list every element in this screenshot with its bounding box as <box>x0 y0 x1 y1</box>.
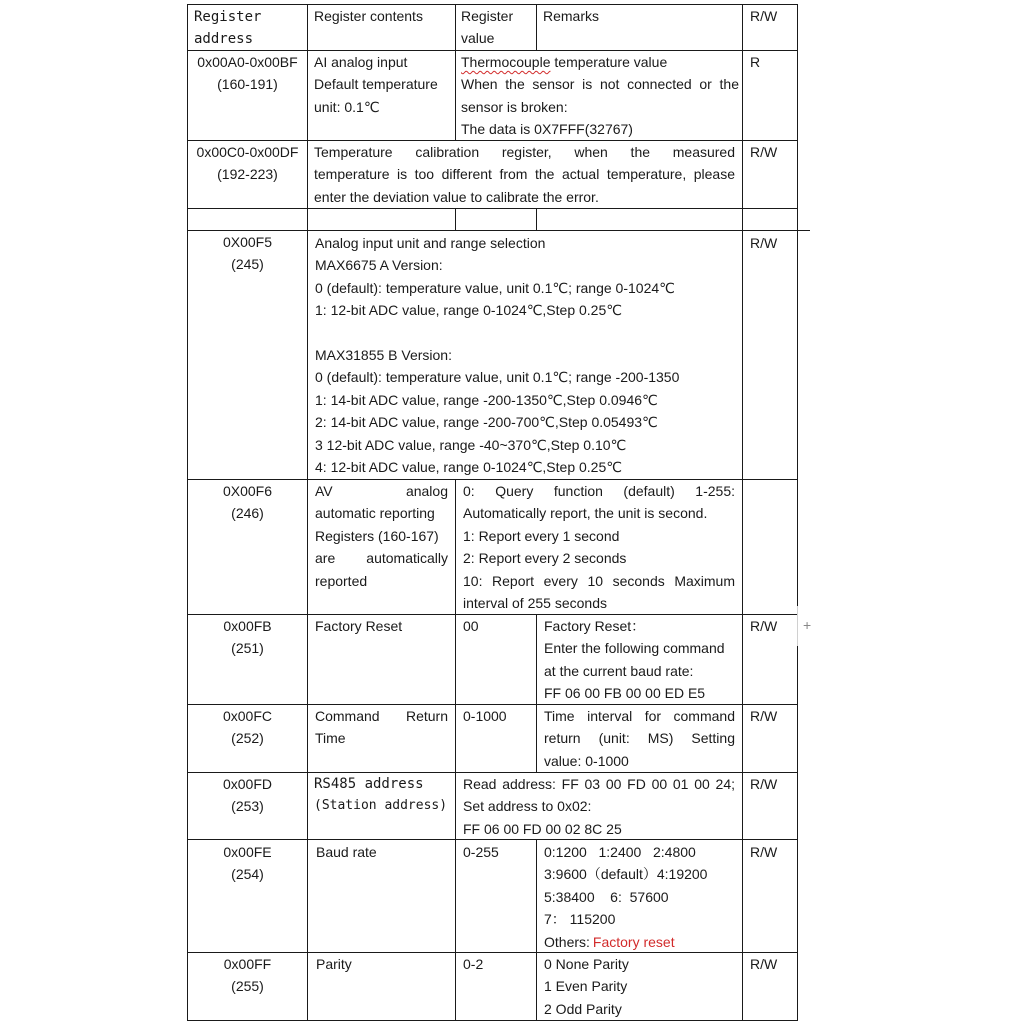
value-line: Set address to 0x02: <box>463 798 592 815</box>
address-dec: (253) <box>231 798 264 815</box>
address-hex: 0x00FF <box>223 956 272 972</box>
remarks-parity <box>544 953 738 1020</box>
header-remarks: Remarks <box>543 8 600 24</box>
header-value-line-2: value <box>461 30 495 47</box>
remarks-line: 3:9600（default）4:19200 <box>544 866 708 883</box>
contents-line: Command Return <box>315 708 448 724</box>
contents-ai-input <box>314 51 454 118</box>
header-rw: R/W <box>750 8 778 24</box>
address-dec: (246) <box>231 505 264 522</box>
address-dec: (192-223) <box>217 166 278 183</box>
contents-line: unit: 0.1℃ <box>314 98 380 115</box>
remarks-command: FF 06 00 FB 00 00 ED E5 <box>544 685 706 702</box>
remarks-line: value: 0-1000 <box>544 752 629 769</box>
contents-auto-report <box>315 480 448 592</box>
value-line: interval of 255 seconds <box>463 595 607 612</box>
contents-range-select <box>315 232 739 478</box>
remarks-line: When the sensor is not connected or the <box>461 76 739 93</box>
address-dec: (245) <box>231 256 264 273</box>
contents-line: Registers (160-167) <box>315 527 439 544</box>
address-hex: 0x00FC <box>222 708 273 724</box>
address-auto-report <box>188 480 307 525</box>
contents-parity: Parity <box>316 956 352 972</box>
contents-line: 1: 14-bit ADC value, range -200-1350℃,Step 0.0946℃ <box>315 391 658 408</box>
value-line: 10: Report every 10 seconds Maximum <box>463 572 735 589</box>
address-dec: (252) <box>231 730 264 747</box>
contents-line: Time <box>315 730 346 747</box>
spellcheck-word: Thermocouple <box>461 54 551 70</box>
rw-cmd-return: R/W <box>750 708 778 724</box>
remarks-line: Enter the following command <box>544 640 725 657</box>
contents-line: Temperature calibration register, when the measured <box>314 144 735 160</box>
rw-rs485: R/W <box>750 776 778 792</box>
remarks-cmd-return <box>544 705 735 772</box>
header-register-address <box>194 6 304 51</box>
rw-ai-input: R <box>750 54 761 70</box>
contents-line: 0 (default): temperature value, unit 0.1℃; range -200-1350 <box>315 369 680 386</box>
contents-line: are automatically <box>315 550 448 567</box>
value-line: 1: Report every 1 second <box>463 527 620 544</box>
remarks-text: temperature value <box>550 54 668 70</box>
header-register-value <box>461 5 533 50</box>
remarks-line: sensor is broken: <box>461 98 568 115</box>
remarks-line: Time interval for command <box>544 708 735 724</box>
rw-calibration: R/W <box>750 144 778 160</box>
plus-icon[interactable]: + <box>803 617 812 633</box>
address-hex: 0x00FB <box>223 618 272 634</box>
address-parity <box>188 953 307 998</box>
contents-calibration <box>314 141 735 208</box>
value-line: 2: Report every 2 seconds <box>463 550 627 567</box>
rw-baud: R/W <box>750 844 778 860</box>
remarks-line <box>461 51 739 73</box>
address-dec: (251) <box>231 640 264 657</box>
remarks-others-line <box>544 931 738 953</box>
address-hex: 0x00FD <box>222 776 273 792</box>
address-hex: 0X00F5 <box>222 234 273 250</box>
contents-line: AV analog <box>315 483 448 499</box>
contents-line: MAX31855 B Version: <box>315 347 452 364</box>
contents-line: 1: 12-bit ADC value, range 0-1024℃,Step 0.25℃ <box>315 302 622 319</box>
rw-parity: R/W <box>750 956 778 972</box>
value-line: 0: Query function (default) 1-255: <box>463 483 735 499</box>
address-hex: 0X00F6 <box>222 483 273 499</box>
address-baud <box>188 841 307 886</box>
contents-line: 2: 14-bit ADC value, range -200-700℃,Step 0.05493℃ <box>315 414 658 431</box>
remarks-line: at the current baud rate: <box>544 662 694 679</box>
address-dec: (160-191) <box>217 76 278 93</box>
contents-line: 3 12-bit ADC value, range -40~370℃,Step 0.10℃ <box>315 436 627 453</box>
contents-line: 4: 12-bit ADC value, range 0-1024℃,Step 0.25℃ <box>315 459 622 476</box>
value-cmd-return: 0-1000 <box>463 708 507 724</box>
rw-range-select: R/W <box>750 235 778 251</box>
contents-line: Analog input unit and range selection <box>315 235 546 251</box>
remarks-factory-reset <box>544 615 736 705</box>
factory-reset-highlight: Factory reset <box>592 933 675 950</box>
remarks-line: 1 Even Parity <box>544 978 628 995</box>
address-hex: 0x00FE <box>223 844 272 860</box>
value-parity: 0-2 <box>463 956 484 972</box>
address-factory-reset <box>188 615 307 660</box>
value-baud: 0-255 <box>463 844 499 860</box>
contents-line: 0 (default): temperature value, unit 0.1℃; range 0-1024℃ <box>315 279 675 296</box>
value-factory-reset: 00 <box>463 618 479 634</box>
remarks-line: 0:1200 1:2400 2:4800 <box>544 844 696 860</box>
address-ai-input <box>188 51 307 96</box>
contents-line: MAX6675 A Version: <box>315 257 443 274</box>
value-line: Read address: FF 03 00 FD 00 01 00 24; <box>463 776 735 792</box>
address-dec: (255) <box>231 978 264 995</box>
address-dec: (254) <box>231 866 264 883</box>
contents-line: reported <box>315 572 368 589</box>
remarks-line: 7： 115200 <box>544 911 616 928</box>
remarks-baud <box>544 841 738 953</box>
remarks-line: 5:38400 6: 57600 <box>544 888 669 905</box>
remarks-line: The data is 0X7FFF(32767) <box>461 121 633 138</box>
value-rs485 <box>463 773 735 840</box>
contents-line: Default temperature <box>314 76 438 93</box>
remarks-line: 2 Odd Parity <box>544 1000 622 1017</box>
remarks-line: return (unit: MS) Setting <box>544 730 735 747</box>
address-calibration <box>188 141 307 186</box>
remarks-line: Factory Reset： <box>544 618 646 634</box>
contents-line: automatic reporting <box>315 505 435 522</box>
value-auto-report <box>463 480 735 614</box>
contents-blank-line <box>315 322 739 344</box>
address-rs485 <box>188 773 307 818</box>
contents-factory-reset: Factory Reset <box>315 618 403 634</box>
contents-line: enter the deviation value to calibrate the error. <box>314 188 599 205</box>
address-range-select <box>188 231 307 276</box>
address-cmd-return <box>188 705 307 750</box>
header-address-line-2: address <box>194 31 254 48</box>
contents-line: AI analog input <box>314 54 408 70</box>
remarks-line: 0 None Parity <box>544 956 629 972</box>
address-hex: 0x00A0-0x00BF <box>197 54 298 70</box>
others-label: Others: <box>544 933 590 950</box>
address-hex: 0x00C0-0x00DF <box>196 144 299 160</box>
remarks-ai-input <box>461 51 739 141</box>
contents-rs485 <box>314 773 454 818</box>
contents-line: (Station address) <box>314 798 448 814</box>
contents-line: temperature is too different from the actual temperature, please <box>314 166 735 183</box>
contents-cmd-return <box>315 705 448 750</box>
header-value-line-1: Register <box>461 8 514 24</box>
header-register-contents: Register contents <box>314 8 423 24</box>
value-line: FF 06 00 FD 00 02 8C 25 <box>463 820 622 837</box>
value-line: Automatically report, the unit is second. <box>463 505 708 522</box>
insert-row-handle[interactable] <box>797 606 798 646</box>
contents-line: RS485 address <box>314 776 424 792</box>
contents-baud: Baud rate <box>316 844 377 860</box>
header-address-line-1: Register <box>194 9 262 25</box>
rw-factory-reset: R/W <box>750 618 778 634</box>
